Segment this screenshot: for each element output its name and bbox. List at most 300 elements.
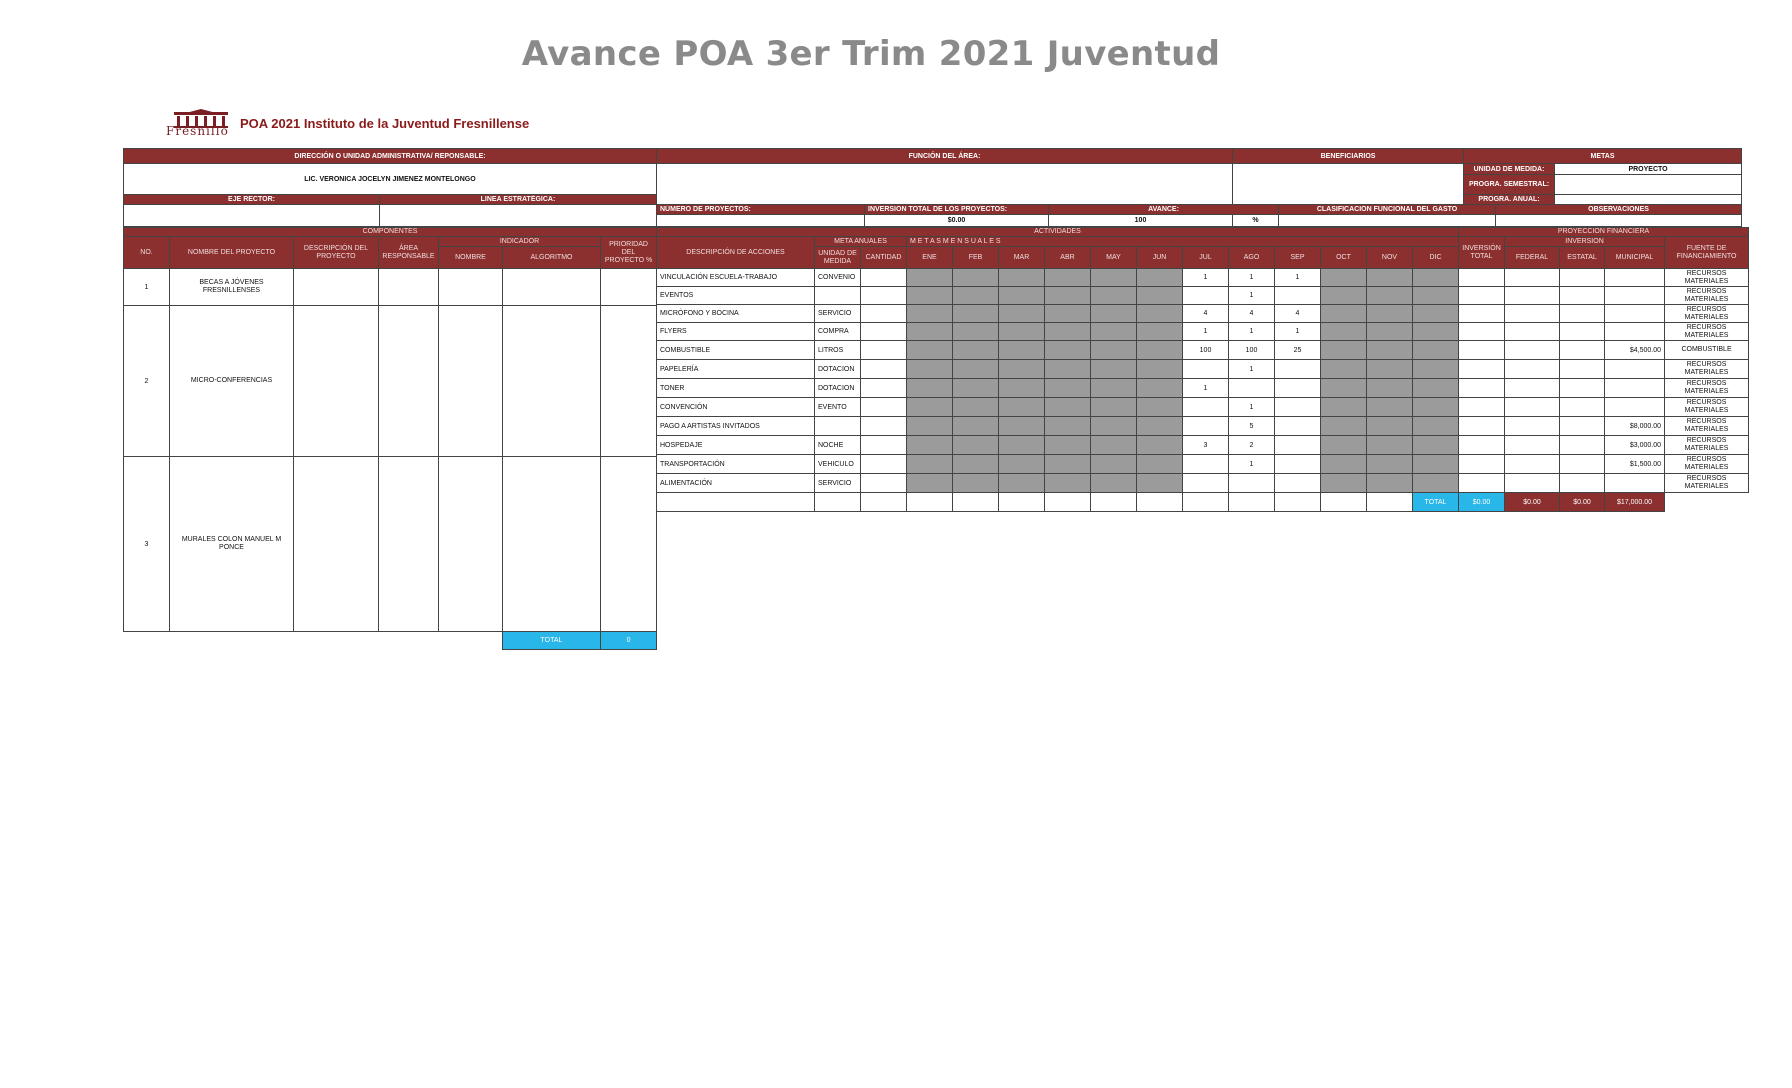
direccion-label: DIRECCIÓN O UNIDAD ADMINISTRATIVA/ REPONSABLE: — [124, 149, 657, 164]
month-cell-shaded — [999, 305, 1045, 323]
estatal-total-sum: $0.00 — [1560, 493, 1605, 512]
federal-cell — [1505, 474, 1560, 493]
month-cell-shaded — [999, 398, 1045, 417]
componentes-table — [123, 227, 657, 650]
month-cell-ago: 5 — [1229, 417, 1275, 436]
month-cell-shaded — [999, 455, 1045, 474]
month-cell-shaded — [1321, 287, 1367, 305]
action-unit: VEHICULO — [815, 455, 861, 474]
month-cell-shaded — [1045, 269, 1091, 287]
actividades-section-label: ACTIVIDADES — [657, 228, 1459, 237]
month-cell-shaded — [1413, 341, 1459, 360]
col-descripcion-proyecto: DESCRIPCIÓN DEL PROYECTO — [294, 237, 379, 269]
municipal-cell: $1,500.00 — [1605, 455, 1665, 474]
municipal-cell: $4,500.00 — [1605, 341, 1665, 360]
observaciones-label: OBSERVACIONES — [1496, 205, 1742, 215]
month-cell-shaded — [1367, 305, 1413, 323]
fuente-cell: RECURSOS MATERIALES — [1665, 269, 1749, 287]
estatal-cell — [1560, 341, 1605, 360]
action-quantity — [861, 323, 907, 341]
month-cell-shaded — [999, 269, 1045, 287]
month-cell-shaded — [1413, 455, 1459, 474]
inversion-total-cell — [1459, 305, 1505, 323]
month-cell-shaded — [1321, 474, 1367, 493]
estatal-cell — [1560, 269, 1605, 287]
action-quantity — [861, 417, 907, 436]
col-no: NO. — [124, 237, 170, 269]
month-cell-jul — [1183, 455, 1229, 474]
col-unidad-medida: UNIDAD DE MEDIDA — [815, 247, 861, 269]
month-cell-ago — [1229, 379, 1275, 398]
month-cell-jul — [1183, 417, 1229, 436]
estatal-cell — [1560, 360, 1605, 379]
federal-cell — [1505, 341, 1560, 360]
month-cell-jul: 4 — [1183, 305, 1229, 323]
federal-cell — [1505, 269, 1560, 287]
inversion-total-value: $0.00 — [865, 215, 1049, 227]
month-cell-shaded — [1137, 474, 1183, 493]
month-cell-shaded — [953, 379, 999, 398]
municipal-cell — [1605, 305, 1665, 323]
estatal-cell — [1560, 455, 1605, 474]
col-month: ABR — [1045, 247, 1091, 269]
month-cell-shaded — [1091, 341, 1137, 360]
month-cell-shaded — [1091, 436, 1137, 455]
inversion-total-cell — [1459, 287, 1505, 305]
action-unit: DOTACION — [815, 360, 861, 379]
progra-anual-value — [1555, 195, 1742, 205]
project-row — [124, 457, 657, 632]
month-cell-shaded — [1321, 398, 1367, 417]
month-cell-jul — [1183, 287, 1229, 305]
month-cell-jul: 1 — [1183, 323, 1229, 341]
action-unit: LITROS — [815, 341, 861, 360]
month-cell-shaded — [1137, 341, 1183, 360]
action-unit — [815, 287, 861, 305]
month-cell-shaded — [1137, 417, 1183, 436]
month-cell-shaded — [1137, 398, 1183, 417]
month-cell-shaded — [907, 474, 953, 493]
month-cell-jul: 1 — [1183, 269, 1229, 287]
month-cell-sep: 4 — [1275, 305, 1321, 323]
action-description: EVENTOS — [657, 287, 815, 305]
month-cell-shaded — [1321, 323, 1367, 341]
actividades-total-label: TOTAL — [1413, 493, 1459, 512]
month-cell-shaded — [1091, 360, 1137, 379]
indicador-label: INDICADOR — [439, 237, 601, 247]
estatal-cell — [1560, 287, 1605, 305]
federal-cell — [1505, 379, 1560, 398]
month-cell-shaded — [1367, 269, 1413, 287]
month-cell-shaded — [999, 360, 1045, 379]
month-cell-shaded — [1137, 436, 1183, 455]
month-cell-shaded — [907, 323, 953, 341]
month-cell-shaded — [907, 398, 953, 417]
componentes-total-label: TOTAL — [503, 632, 601, 650]
month-cell-shaded — [1413, 417, 1459, 436]
month-cell-shaded — [953, 398, 999, 417]
month-cell-shaded — [1045, 436, 1091, 455]
month-cell-shaded — [1091, 417, 1137, 436]
action-row — [657, 436, 1749, 455]
month-cell-sep — [1275, 417, 1321, 436]
project-name: MURALES COLON MANUEL M PONCE — [170, 457, 294, 632]
inversion-label: INVERSION — [1505, 237, 1665, 247]
month-cell-shaded — [1091, 398, 1137, 417]
fuente-cell: RECURSOS MATERIALES — [1665, 379, 1749, 398]
action-unit: COMPRA — [815, 323, 861, 341]
project-name: MICRO-CONFERENCIAS — [170, 306, 294, 457]
month-cell-shaded — [1137, 360, 1183, 379]
month-cell-shaded — [1045, 398, 1091, 417]
action-description: MICRÓFONO Y BOCINA — [657, 305, 815, 323]
month-cell-sep — [1275, 474, 1321, 493]
col-descripcion-acciones: DESCRIPCIÓN DE ACCIONES — [657, 237, 815, 269]
document-subtitle: POA 2021 Instituto de la Juventud Fresnillense — [240, 116, 530, 131]
month-cell-shaded — [953, 455, 999, 474]
month-cell-shaded — [907, 360, 953, 379]
month-cell-sep — [1275, 436, 1321, 455]
estatal-cell — [1560, 417, 1605, 436]
month-cell-shaded — [1045, 323, 1091, 341]
federal-cell — [1505, 417, 1560, 436]
inversion-total-label: INVERSION TOTAL DE LOS PROYECTOS: — [865, 205, 1049, 215]
month-cell-shaded — [953, 269, 999, 287]
col-month: JUL — [1183, 247, 1229, 269]
month-cell-shaded — [1091, 269, 1137, 287]
funcion-label: FUNCIÓN DEL ÁREA: — [657, 149, 1233, 164]
componentes-section-label: COMPONENTES — [124, 228, 657, 237]
linea-estrategica-label: LINEA ESTRATÉGICA: — [380, 195, 657, 205]
municipal-cell — [1605, 287, 1665, 305]
month-cell-shaded — [999, 417, 1045, 436]
municipal-cell — [1605, 269, 1665, 287]
totals-row — [657, 493, 1749, 512]
avance-value: 100 — [1049, 215, 1233, 227]
month-cell-shaded — [1137, 323, 1183, 341]
fuente-cell: RECURSOS MATERIALES — [1665, 323, 1749, 341]
month-cell-shaded — [1091, 474, 1137, 493]
month-cell-shaded — [1091, 323, 1137, 341]
month-cell-shaded — [907, 341, 953, 360]
month-cell-shaded — [1321, 379, 1367, 398]
municipal-cell: $8,000.00 — [1605, 417, 1665, 436]
month-cell-shaded — [1137, 455, 1183, 474]
eje-rector-label: EJE RECTOR: — [124, 195, 380, 205]
month-cell-shaded — [999, 287, 1045, 305]
action-description: COMBUSTIBLE — [657, 341, 815, 360]
action-row — [657, 323, 1749, 341]
action-unit — [815, 417, 861, 436]
inversion-total-cell — [1459, 474, 1505, 493]
action-quantity — [861, 269, 907, 287]
estatal-cell — [1560, 436, 1605, 455]
action-description: VINCULACIÓN ESCUELA-TRABAJO — [657, 269, 815, 287]
direccion-value: LIC. VERONICA JOCELYN JIMENEZ MONTELONGO — [124, 164, 657, 195]
project-no: 2 — [124, 306, 170, 457]
action-quantity — [861, 360, 907, 379]
month-cell-shaded — [1137, 379, 1183, 398]
project-name: BECAS A JÓVENES FRESNILLENSES — [170, 269, 294, 306]
municipal-cell: $3,000.00 — [1605, 436, 1665, 455]
inversion-total-cell — [1459, 398, 1505, 417]
col-month: FEB — [953, 247, 999, 269]
month-cell-shaded — [1137, 287, 1183, 305]
inversion-total-sum: $0.00 — [1459, 493, 1505, 512]
month-cell-shaded — [953, 360, 999, 379]
estatal-cell — [1560, 323, 1605, 341]
progra-semestral-value — [1555, 175, 1742, 195]
month-cell-shaded — [953, 341, 999, 360]
project-row — [124, 306, 657, 457]
month-cell-jul — [1183, 398, 1229, 417]
federal-cell — [1505, 398, 1560, 417]
action-unit: DOTACION — [815, 379, 861, 398]
beneficiarios-value — [1233, 164, 1464, 205]
month-cell-ago: 1 — [1229, 269, 1275, 287]
action-description: PAGO A ARTISTAS INVITADOS — [657, 417, 815, 436]
month-cell-shaded — [1321, 455, 1367, 474]
action-description: HOSPEDAJE — [657, 436, 815, 455]
action-description: TRANSPORTACIÓN — [657, 455, 815, 474]
month-cell-ago: 100 — [1229, 341, 1275, 360]
project-no: 3 — [124, 457, 170, 632]
action-row — [657, 305, 1749, 323]
col-indicador-nombre: NOMBRE — [439, 247, 503, 269]
month-cell-shaded — [1091, 379, 1137, 398]
col-estatal: ESTATAL — [1560, 247, 1605, 269]
month-cell-jul: 1 — [1183, 379, 1229, 398]
month-cell-ago — [1229, 474, 1275, 493]
estatal-cell — [1560, 379, 1605, 398]
action-unit: SERVICIO — [815, 474, 861, 493]
num-proyectos-label: NÚMERO DE PROYECTOS: — [657, 205, 865, 215]
logo-wordmark: Fresnillo — [166, 124, 229, 138]
col-inversion-total: INVERSIÓN TOTAL — [1459, 237, 1505, 269]
col-prioridad: PRIORIDAD DEL PROYECTO % — [601, 237, 657, 269]
action-quantity — [861, 305, 907, 323]
num-proyectos-value — [657, 215, 865, 227]
action-description: TONER — [657, 379, 815, 398]
month-cell-sep — [1275, 360, 1321, 379]
action-row — [657, 287, 1749, 305]
month-cell-sep — [1275, 398, 1321, 417]
month-cell-shaded — [1091, 455, 1137, 474]
month-cell-shaded — [1321, 269, 1367, 287]
month-cell-sep — [1275, 379, 1321, 398]
fuente-cell: RECURSOS MATERIALES — [1665, 455, 1749, 474]
month-cell-sep — [1275, 287, 1321, 305]
month-cell-shaded — [953, 436, 999, 455]
month-cell-shaded — [1413, 323, 1459, 341]
col-month: ENE — [907, 247, 953, 269]
month-cell-shaded — [953, 323, 999, 341]
month-cell-shaded — [1413, 287, 1459, 305]
month-cell-shaded — [999, 323, 1045, 341]
action-description: ALIMENTACIÓN — [657, 474, 815, 493]
action-quantity — [861, 379, 907, 398]
month-cell-shaded — [1413, 436, 1459, 455]
action-quantity — [861, 436, 907, 455]
action-row — [657, 269, 1749, 287]
municipal-cell — [1605, 474, 1665, 493]
month-cell-shaded — [1413, 398, 1459, 417]
month-cell-shaded — [999, 474, 1045, 493]
month-cell-shaded — [1321, 341, 1367, 360]
col-municipal: MUNICIPAL — [1605, 247, 1665, 269]
col-month: AGO — [1229, 247, 1275, 269]
col-month: NOV — [1367, 247, 1413, 269]
estatal-cell — [1560, 398, 1605, 417]
inversion-total-cell — [1459, 455, 1505, 474]
month-cell-shaded — [1137, 305, 1183, 323]
month-cell-shaded — [907, 436, 953, 455]
month-cell-shaded — [1413, 269, 1459, 287]
fuente-cell: RECURSOS MATERIALES — [1665, 417, 1749, 436]
federal-cell — [1505, 436, 1560, 455]
month-cell-shaded — [1045, 379, 1091, 398]
inversion-total-cell — [1459, 379, 1505, 398]
month-cell-shaded — [1413, 360, 1459, 379]
month-cell-shaded — [907, 305, 953, 323]
month-cell-sep: 25 — [1275, 341, 1321, 360]
month-cell-shaded — [953, 474, 999, 493]
month-cell-shaded — [1367, 341, 1413, 360]
month-cell-shaded — [1045, 360, 1091, 379]
month-cell-shaded — [953, 305, 999, 323]
month-cell-shaded — [1367, 360, 1413, 379]
action-quantity — [861, 398, 907, 417]
federal-cell — [1505, 360, 1560, 379]
linea-estrategica-value — [380, 205, 657, 227]
month-cell-shaded — [1367, 436, 1413, 455]
col-nombre-proyecto: NOMBRE DEL PROYECTO — [170, 237, 294, 269]
fuente-cell: RECURSOS MATERIALES — [1665, 360, 1749, 379]
month-cell-shaded — [1045, 455, 1091, 474]
progra-semestral-label: PROGRA. SEMESTRAL: — [1464, 175, 1555, 195]
month-cell-shaded — [907, 455, 953, 474]
col-fuente: FUENTE DE FINANCIAMIENTO — [1665, 237, 1749, 269]
month-cell-shaded — [1321, 360, 1367, 379]
action-row — [657, 398, 1749, 417]
meta-anuales-label: META ANUALES — [815, 237, 907, 247]
month-cell-sep — [1275, 455, 1321, 474]
proyeccion-section-label: PROYECCION FINANCIERA — [1459, 228, 1749, 237]
metas-label: METAS — [1464, 149, 1742, 164]
estatal-cell — [1560, 474, 1605, 493]
month-cell-shaded — [1045, 305, 1091, 323]
month-cell-shaded — [1091, 287, 1137, 305]
month-cell-shaded — [999, 436, 1045, 455]
month-cell-shaded — [1321, 436, 1367, 455]
month-cell-shaded — [1413, 379, 1459, 398]
federal-cell — [1505, 455, 1560, 474]
action-row — [657, 360, 1749, 379]
observaciones-value — [1496, 215, 1742, 227]
col-federal: FEDERAL — [1505, 247, 1560, 269]
municipal-cell — [1605, 360, 1665, 379]
col-month: DIC — [1413, 247, 1459, 269]
month-cell-shaded — [1367, 323, 1413, 341]
inversion-total-cell — [1459, 269, 1505, 287]
action-quantity — [861, 474, 907, 493]
month-cell-shaded — [907, 417, 953, 436]
inversion-total-cell — [1459, 360, 1505, 379]
month-cell-shaded — [1321, 417, 1367, 436]
fuente-cell: RECURSOS MATERIALES — [1665, 305, 1749, 323]
month-cell-ago: 1 — [1229, 455, 1275, 474]
month-cell-jul: 100 — [1183, 341, 1229, 360]
action-quantity — [861, 287, 907, 305]
month-cell-ago: 4 — [1229, 305, 1275, 323]
month-cell-shaded — [1367, 379, 1413, 398]
action-description: FLYERS — [657, 323, 815, 341]
eje-rector-value — [124, 205, 380, 227]
month-cell-shaded — [1367, 455, 1413, 474]
federal-cell — [1505, 287, 1560, 305]
col-month: OCT — [1321, 247, 1367, 269]
action-row — [657, 341, 1749, 360]
month-cell-shaded — [907, 287, 953, 305]
month-cell-shaded — [999, 379, 1045, 398]
funcion-value — [657, 164, 1233, 205]
action-description: PAPELERÍA — [657, 360, 815, 379]
federal-cell — [1505, 305, 1560, 323]
col-month: JUN — [1137, 247, 1183, 269]
federal-cell — [1505, 323, 1560, 341]
month-cell-shaded — [1413, 474, 1459, 493]
beneficiarios-label: BENEFICIARIOS — [1233, 149, 1464, 164]
month-cell-shaded — [1045, 341, 1091, 360]
month-cell-shaded — [1045, 417, 1091, 436]
month-cell-shaded — [953, 287, 999, 305]
col-month: MAR — [999, 247, 1045, 269]
metas-mensuales-label: M E T A S M E N S U A L E S — [907, 237, 1459, 247]
month-cell-shaded — [1367, 474, 1413, 493]
col-month: SEP — [1275, 247, 1321, 269]
month-cell-shaded — [1367, 287, 1413, 305]
action-row — [657, 379, 1749, 398]
municipal-cell — [1605, 323, 1665, 341]
action-row — [657, 417, 1749, 436]
action-row — [657, 455, 1749, 474]
unidad-medida-label: UNIDAD DE MEDIDA: — [1464, 164, 1555, 175]
month-cell-shaded — [1321, 305, 1367, 323]
action-row — [657, 474, 1749, 493]
municipal-total-sum: $17,000.00 — [1605, 493, 1665, 512]
avance-percent: % — [1233, 215, 1279, 227]
month-cell-shaded — [1413, 305, 1459, 323]
month-cell-ago: 1 — [1229, 323, 1275, 341]
month-cell-jul — [1183, 474, 1229, 493]
month-cell-ago: 1 — [1229, 360, 1275, 379]
month-cell-shaded — [1367, 417, 1413, 436]
clasificacion-value — [1279, 215, 1496, 227]
estatal-cell — [1560, 305, 1605, 323]
month-cell-jul — [1183, 360, 1229, 379]
federal-total-sum: $0.00 — [1505, 493, 1560, 512]
avance-label: AVANCE: — [1049, 205, 1279, 215]
month-cell-shaded — [1045, 474, 1091, 493]
inversion-total-cell — [1459, 341, 1505, 360]
unidad-medida-value: PROYECTO — [1555, 164, 1742, 175]
action-quantity — [861, 341, 907, 360]
month-cell-shaded — [1367, 398, 1413, 417]
municipal-cell — [1605, 398, 1665, 417]
fuente-cell: RECURSOS MATERIALES — [1665, 474, 1749, 493]
action-unit: SERVICIO — [815, 305, 861, 323]
month-cell-shaded — [999, 341, 1045, 360]
